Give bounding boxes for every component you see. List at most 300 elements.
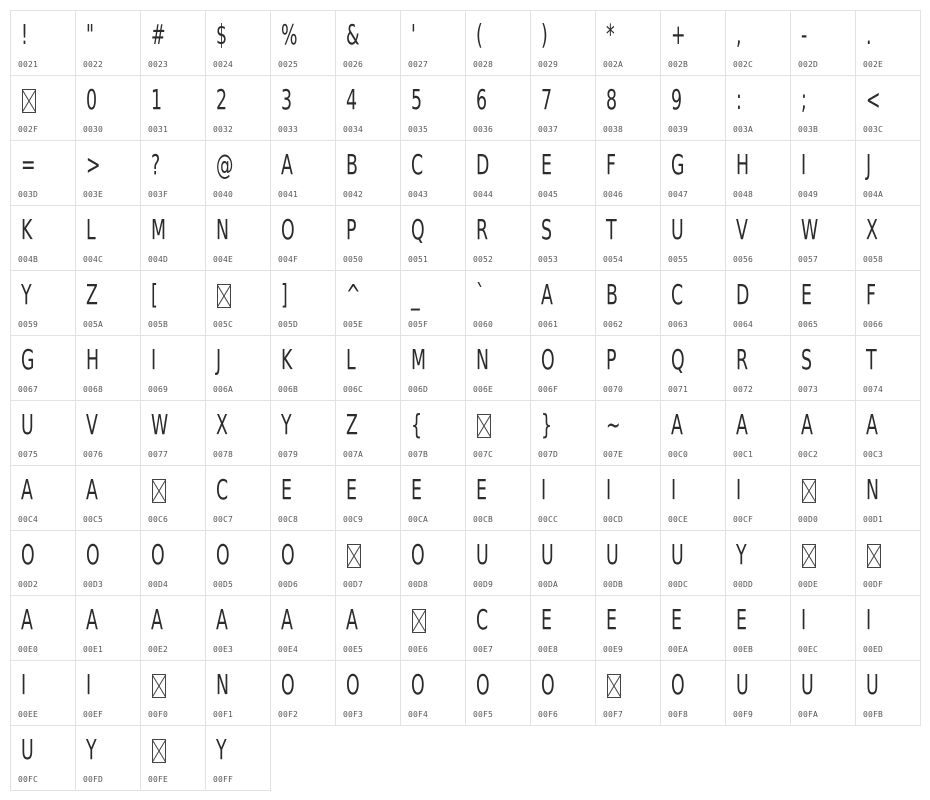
glyph-codepoint-label: 0038 — [603, 125, 624, 134]
glyph-codepoint-label: 0034 — [343, 125, 364, 134]
glyph-codepoint-label: 0047 — [668, 190, 689, 199]
glyph-character: B — [606, 278, 618, 311]
glyph-cell — [270, 335, 336, 401]
glyph-codepoint-label: 0061 — [538, 320, 559, 329]
glyph-character: H — [86, 343, 100, 376]
glyph-character: # — [151, 18, 166, 51]
glyph-codepoint-label: 00E5 — [343, 645, 364, 654]
glyph-cell — [205, 140, 271, 206]
glyph-cell — [75, 530, 141, 596]
glyph-codepoint-label: 0057 — [798, 255, 819, 264]
glyph-cell — [140, 335, 206, 401]
glyph-cell — [10, 530, 76, 596]
glyph-cell — [10, 400, 76, 466]
glyph-character: A — [736, 408, 748, 441]
glyph-codepoint-label: 00DD — [733, 580, 754, 589]
glyph-codepoint-label: 00E7 — [473, 645, 494, 654]
glyph-cell — [75, 270, 141, 336]
glyph-codepoint-label: 00D7 — [343, 580, 364, 589]
glyph-codepoint-label: 00EF — [83, 710, 104, 719]
glyph-cell — [10, 660, 76, 726]
missing-glyph-icon — [867, 544, 881, 568]
glyph-codepoint-label: 00CE — [668, 515, 689, 524]
glyph-codepoint-label: 007D — [538, 450, 559, 459]
glyph-cell — [270, 140, 336, 206]
glyph-cell — [205, 725, 271, 791]
glyph-cell — [400, 205, 466, 271]
glyph-cell — [530, 595, 596, 661]
glyph-character: E — [541, 603, 552, 636]
glyph-codepoint-label: 005C — [213, 320, 234, 329]
glyph-codepoint-label: 0036 — [473, 125, 494, 134]
glyph-cell — [10, 465, 76, 531]
glyph-cell — [465, 270, 531, 336]
glyph-cell — [660, 270, 726, 336]
glyph-codepoint-label: 007C — [473, 450, 494, 459]
glyph-character: I — [151, 343, 157, 376]
glyph-character: V — [736, 213, 748, 246]
glyph-cell — [10, 205, 76, 271]
glyph-cell — [400, 660, 466, 726]
glyph-character: U — [736, 668, 749, 701]
glyph-cell — [855, 10, 921, 76]
glyph-character: U — [801, 668, 814, 701]
glyph-cell — [530, 400, 596, 466]
glyph-cell — [140, 725, 206, 791]
glyph-character: " — [86, 18, 94, 51]
glyph-character: 7 — [541, 83, 553, 116]
glyph-codepoint-label: 00E9 — [603, 645, 624, 654]
glyph-character: W — [801, 213, 819, 246]
glyph-character: O — [151, 538, 165, 571]
glyph-codepoint-label: 003F — [148, 190, 169, 199]
glyph-cell — [465, 75, 531, 141]
glyph-cell — [725, 270, 791, 336]
glyph-character: I — [86, 668, 92, 701]
glyph-cell — [790, 270, 856, 336]
glyph-codepoint-label: 0078 — [213, 450, 234, 459]
glyph-cell — [10, 725, 76, 791]
glyph-character: E — [281, 473, 292, 506]
glyph-cell — [725, 335, 791, 401]
glyph-codepoint-label: 007B — [408, 450, 429, 459]
glyph-codepoint-label: 0049 — [798, 190, 819, 199]
glyph-cell — [205, 400, 271, 466]
glyph-codepoint-label: 00C4 — [18, 515, 39, 524]
glyph-character: C — [411, 148, 424, 181]
glyph-cell — [855, 595, 921, 661]
glyph-character: O — [346, 668, 360, 701]
glyph-cell — [270, 270, 336, 336]
glyph-character: O — [476, 668, 490, 701]
glyph-character: E — [411, 473, 422, 506]
glyph-character: > — [86, 148, 101, 181]
glyph-codepoint-label: 007A — [343, 450, 364, 459]
glyph-cell — [140, 10, 206, 76]
glyph-cell — [140, 530, 206, 596]
glyph-character: L — [346, 343, 356, 376]
glyph-codepoint-label: 0045 — [538, 190, 559, 199]
glyph-codepoint-label: 0051 — [408, 255, 429, 264]
missing-glyph-icon — [802, 544, 816, 568]
glyph-cell — [790, 10, 856, 76]
glyph-cell — [75, 595, 141, 661]
glyph-grid — [10, 10, 920, 790]
glyph-codepoint-label: 005B — [148, 320, 169, 329]
glyph-character: + — [671, 18, 686, 51]
glyph-character: J — [216, 343, 222, 376]
glyph-codepoint-label: 005E — [343, 320, 364, 329]
glyph-codepoint-label: 00C6 — [148, 515, 169, 524]
glyph-character: Y — [86, 733, 97, 766]
glyph-character: A — [86, 603, 98, 636]
glyph-cell — [205, 75, 271, 141]
glyph-character: 9 — [671, 83, 683, 116]
glyph-character: C — [476, 603, 489, 636]
glyph-codepoint-label: 0071 — [668, 385, 689, 394]
glyph-cell — [725, 595, 791, 661]
glyph-codepoint-label: 0052 — [473, 255, 494, 264]
glyph-character: E — [671, 603, 682, 636]
glyph-cell — [790, 595, 856, 661]
glyph-character: _ — [411, 278, 420, 311]
glyph-cell — [725, 400, 791, 466]
glyph-codepoint-label: 004F — [278, 255, 299, 264]
glyph-cell — [270, 205, 336, 271]
glyph-cell — [465, 400, 531, 466]
glyph-character: Y — [736, 538, 747, 571]
glyph-cell — [530, 270, 596, 336]
glyph-character: A — [281, 603, 293, 636]
glyph-codepoint-label: 005A — [83, 320, 104, 329]
glyph-cell — [595, 465, 661, 531]
glyph-codepoint-label: 00D3 — [83, 580, 104, 589]
glyph-cell — [75, 660, 141, 726]
glyph-codepoint-label: 00FC — [18, 775, 39, 784]
glyph-cell — [465, 205, 531, 271]
glyph-character: O — [671, 668, 685, 701]
glyph-character: O — [86, 538, 100, 571]
glyph-character: 0 — [86, 83, 98, 116]
glyph-cell — [465, 140, 531, 206]
glyph-codepoint-label: 00CF — [733, 515, 754, 524]
glyph-character: 6 — [476, 83, 488, 116]
glyph-codepoint-label: 0041 — [278, 190, 299, 199]
glyph-codepoint-label: 0023 — [148, 60, 169, 69]
glyph-codepoint-label: 002F — [18, 125, 39, 134]
glyph-character: X — [866, 213, 878, 246]
glyph-cell — [790, 335, 856, 401]
glyph-codepoint-label: 00C2 — [798, 450, 819, 459]
glyph-character: I — [866, 603, 872, 636]
glyph-character: N — [216, 213, 229, 246]
glyph-character: A — [21, 473, 33, 506]
glyph-codepoint-label: 00D4 — [148, 580, 169, 589]
glyph-character: J — [866, 148, 872, 181]
missing-glyph-icon — [412, 609, 426, 633]
glyph-cell — [660, 205, 726, 271]
glyph-cell — [75, 75, 141, 141]
glyph-codepoint-label: 00CA — [408, 515, 429, 524]
glyph-codepoint-label: 0076 — [83, 450, 104, 459]
glyph-cell — [140, 595, 206, 661]
glyph-character: ! — [21, 18, 28, 51]
glyph-cell — [595, 595, 661, 661]
glyph-codepoint-label: 007E — [603, 450, 624, 459]
missing-glyph-icon — [152, 739, 166, 763]
glyph-codepoint-label: 00F6 — [538, 710, 559, 719]
glyph-codepoint-label: 00E4 — [278, 645, 299, 654]
glyph-cell — [140, 270, 206, 336]
glyph-character: V — [86, 408, 98, 441]
glyph-cell — [595, 75, 661, 141]
glyph-codepoint-label: 0060 — [473, 320, 494, 329]
glyph-character: H — [736, 148, 750, 181]
glyph-codepoint-label: 00E0 — [18, 645, 39, 654]
glyph-codepoint-label: 00CB — [473, 515, 494, 524]
glyph-codepoint-label: 004A — [863, 190, 884, 199]
glyph-character: Z — [86, 278, 98, 311]
glyph-cell — [465, 465, 531, 531]
glyph-character: D — [736, 278, 750, 311]
glyph-codepoint-label: 00D9 — [473, 580, 494, 589]
glyph-codepoint-label: 0075 — [18, 450, 39, 459]
glyph-codepoint-label: 0031 — [148, 125, 169, 134]
glyph-character: O — [411, 668, 425, 701]
glyph-character: ` — [476, 278, 485, 311]
glyph-cell — [595, 530, 661, 596]
glyph-cell — [530, 140, 596, 206]
glyph-cell — [660, 660, 726, 726]
glyph-cell — [335, 595, 401, 661]
glyph-cell — [595, 400, 661, 466]
glyph-character: M — [151, 213, 166, 246]
glyph-character: U — [21, 733, 34, 766]
glyph-codepoint-label: 0022 — [83, 60, 104, 69]
glyph-cell — [530, 75, 596, 141]
glyph-codepoint-label: 0074 — [863, 385, 884, 394]
glyph-character: B — [346, 148, 358, 181]
glyph-character: ; — [801, 83, 807, 116]
glyph-character: , — [736, 18, 742, 51]
glyph-codepoint-label: 0042 — [343, 190, 364, 199]
glyph-character: R — [736, 343, 749, 376]
glyph-codepoint-label: 0065 — [798, 320, 819, 329]
glyph-cell — [465, 10, 531, 76]
glyph-cell — [270, 400, 336, 466]
glyph-character: I — [21, 668, 27, 701]
glyph-cell — [335, 530, 401, 596]
glyph-cell — [140, 140, 206, 206]
glyph-cell — [400, 75, 466, 141]
glyph-cell — [75, 335, 141, 401]
glyph-character: A — [151, 603, 163, 636]
glyph-character: @ — [216, 148, 234, 181]
glyph-cell — [400, 140, 466, 206]
glyph-codepoint-label: 00C1 — [733, 450, 754, 459]
glyph-codepoint-label: 00C5 — [83, 515, 104, 524]
glyph-character: A — [541, 278, 553, 311]
glyph-character: F — [866, 278, 876, 311]
glyph-cell — [270, 595, 336, 661]
glyph-character: A — [866, 408, 878, 441]
glyph-character: A — [21, 603, 33, 636]
glyph-cell — [855, 400, 921, 466]
glyph-codepoint-label: 00CC — [538, 515, 559, 524]
glyph-character: [ — [151, 278, 158, 311]
missing-glyph-icon — [802, 479, 816, 503]
glyph-codepoint-label: 00E6 — [408, 645, 429, 654]
glyph-codepoint-label: 0028 — [473, 60, 494, 69]
glyph-character: O — [281, 538, 295, 571]
missing-glyph-icon — [347, 544, 361, 568]
glyph-cell — [140, 75, 206, 141]
glyph-cell — [400, 10, 466, 76]
glyph-codepoint-label: 006D — [408, 385, 429, 394]
glyph-codepoint-label: 002A — [603, 60, 624, 69]
glyph-character: N — [476, 343, 489, 376]
glyph-codepoint-label: 0043 — [408, 190, 429, 199]
glyph-codepoint-label: 006C — [343, 385, 364, 394]
glyph-cell — [335, 660, 401, 726]
glyph-character: G — [671, 148, 685, 181]
glyph-cell — [205, 660, 271, 726]
glyph-cell — [660, 75, 726, 141]
glyph-codepoint-label: 0073 — [798, 385, 819, 394]
glyph-cell — [400, 270, 466, 336]
glyph-codepoint-label: 00ED — [863, 645, 884, 654]
glyph-character: O — [281, 213, 295, 246]
glyph-codepoint-label: 0058 — [863, 255, 884, 264]
glyph-codepoint-label: 00DC — [668, 580, 689, 589]
glyph-character: U — [671, 213, 684, 246]
glyph-cell — [660, 140, 726, 206]
glyph-character: O — [541, 343, 555, 376]
glyph-character: Y — [281, 408, 292, 441]
glyph-codepoint-label: 002E — [863, 60, 884, 69]
glyph-character: * — [606, 18, 615, 51]
missing-glyph-icon — [217, 284, 231, 308]
glyph-cell — [855, 140, 921, 206]
glyph-character: A — [801, 408, 813, 441]
glyph-cell — [725, 465, 791, 531]
glyph-codepoint-label: 0025 — [278, 60, 299, 69]
glyph-codepoint-label: 0072 — [733, 385, 754, 394]
glyph-cell — [855, 465, 921, 531]
glyph-codepoint-label: 00D8 — [408, 580, 429, 589]
glyph-codepoint-label: 0033 — [278, 125, 299, 134]
glyph-codepoint-label: 0055 — [668, 255, 689, 264]
glyph-character: E — [476, 473, 487, 506]
glyph-character: % — [281, 18, 298, 51]
glyph-character: R — [476, 213, 489, 246]
glyph-codepoint-label: 0056 — [733, 255, 754, 264]
glyph-character: G — [21, 343, 35, 376]
glyph-cell — [400, 595, 466, 661]
glyph-cell — [790, 75, 856, 141]
glyph-character: C — [671, 278, 684, 311]
glyph-codepoint-label: 0079 — [278, 450, 299, 459]
glyph-character: ^ — [346, 278, 361, 311]
glyph-character: ) — [541, 18, 548, 51]
glyph-codepoint-label: 00FD — [83, 775, 104, 784]
glyph-codepoint-label: 00DE — [798, 580, 819, 589]
glyph-character: K — [21, 213, 33, 246]
glyph-codepoint-label: 00FA — [798, 710, 819, 719]
glyph-codepoint-label: 00E2 — [148, 645, 169, 654]
glyph-character: N — [866, 473, 879, 506]
glyph-codepoint-label: 0070 — [603, 385, 624, 394]
glyph-codepoint-label: 00EC — [798, 645, 819, 654]
glyph-character: E — [606, 603, 617, 636]
glyph-cell — [530, 10, 596, 76]
missing-glyph-icon — [152, 674, 166, 698]
glyph-codepoint-label: 00DA — [538, 580, 559, 589]
glyph-cell — [660, 10, 726, 76]
glyph-cell — [10, 10, 76, 76]
glyph-cell — [75, 465, 141, 531]
glyph-codepoint-label: 003E — [83, 190, 104, 199]
glyph-cell — [75, 400, 141, 466]
glyph-cell — [790, 140, 856, 206]
glyph-codepoint-label: 0067 — [18, 385, 39, 394]
glyph-cell — [205, 595, 271, 661]
glyph-character: O — [21, 538, 35, 571]
missing-glyph-icon — [607, 674, 621, 698]
glyph-character: 3 — [281, 83, 293, 116]
glyph-codepoint-label: 003D — [18, 190, 39, 199]
glyph-codepoint-label: 00D2 — [18, 580, 39, 589]
glyph-cell — [140, 205, 206, 271]
glyph-character: U — [541, 538, 554, 571]
glyph-cell — [205, 530, 271, 596]
glyph-cell — [725, 660, 791, 726]
glyph-character: A — [86, 473, 98, 506]
glyph-character: P — [606, 343, 617, 376]
glyph-codepoint-label: 00F0 — [148, 710, 169, 719]
glyph-codepoint-label: 00F9 — [733, 710, 754, 719]
glyph-cell — [855, 660, 921, 726]
glyph-cell — [465, 530, 531, 596]
glyph-codepoint-label: 003C — [863, 125, 884, 134]
glyph-cell — [595, 140, 661, 206]
glyph-cell — [595, 10, 661, 76]
glyph-character: Q — [671, 343, 685, 376]
glyph-cell — [10, 75, 76, 141]
glyph-cell — [855, 75, 921, 141]
glyph-codepoint-label: 00DB — [603, 580, 624, 589]
glyph-character: } — [541, 408, 553, 441]
glyph-codepoint-label: 00F3 — [343, 710, 364, 719]
glyph-character: I — [671, 473, 677, 506]
glyph-codepoint-label: 003B — [798, 125, 819, 134]
glyph-cell — [270, 660, 336, 726]
glyph-character: O — [281, 668, 295, 701]
glyph-character: M — [411, 343, 426, 376]
glyph-character: 8 — [606, 83, 618, 116]
glyph-character: : — [736, 83, 742, 116]
glyph-cell — [530, 660, 596, 726]
glyph-character: ] — [281, 278, 288, 311]
glyph-codepoint-label: 0063 — [668, 320, 689, 329]
glyph-codepoint-label: 00C3 — [863, 450, 884, 459]
glyph-character: - — [801, 18, 808, 51]
glyph-character: I — [801, 603, 807, 636]
glyph-character: E — [801, 278, 812, 311]
glyph-character: L — [86, 213, 96, 246]
glyph-codepoint-label: 0054 — [603, 255, 624, 264]
glyph-codepoint-label: 00F4 — [408, 710, 429, 719]
